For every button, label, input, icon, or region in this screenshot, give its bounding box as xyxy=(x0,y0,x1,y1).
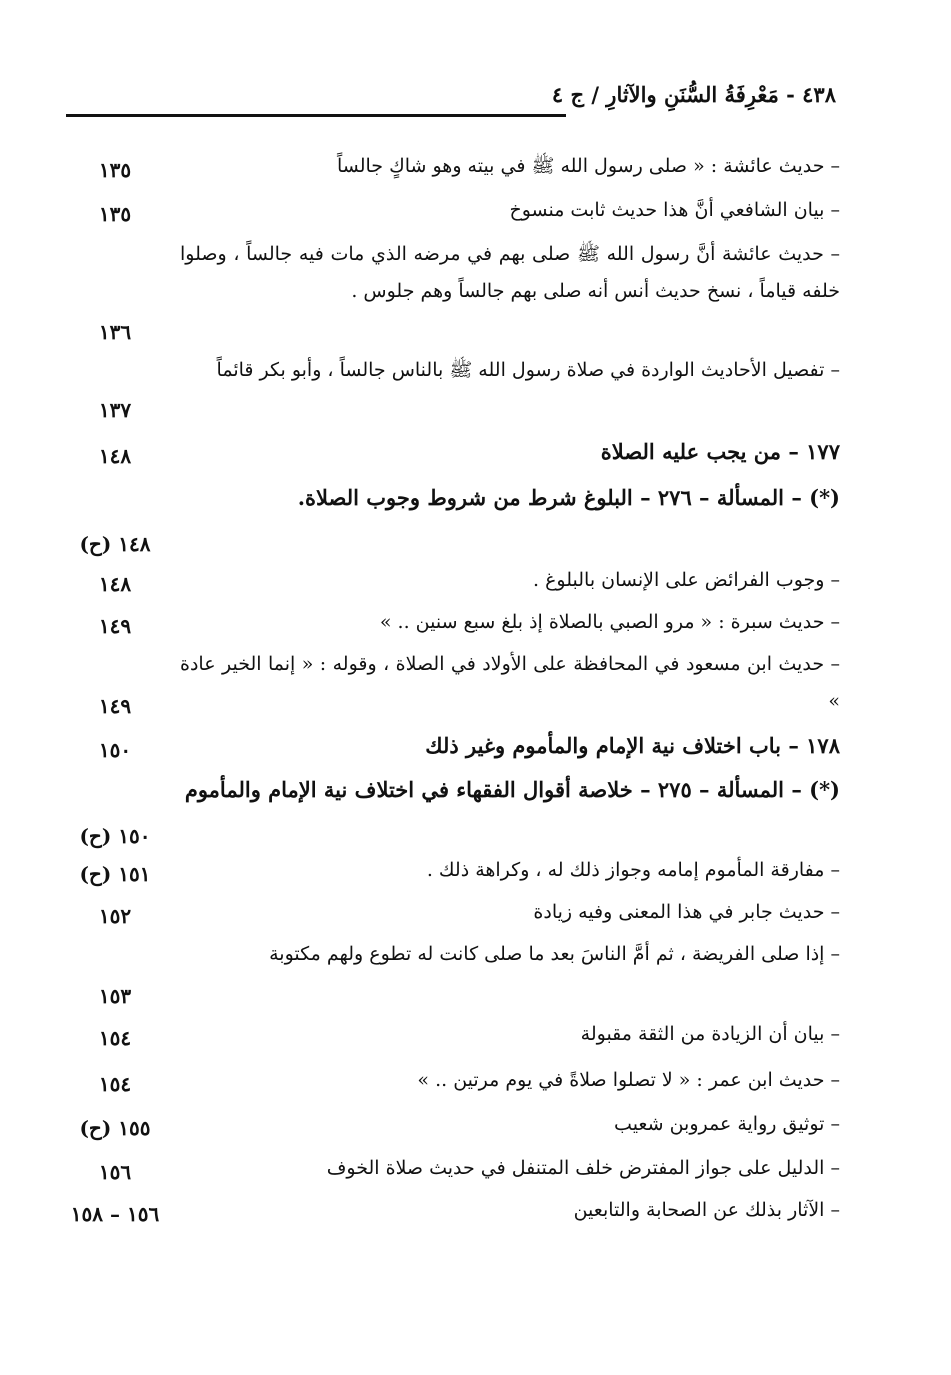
toc-entry xyxy=(60,236,840,350)
toc-entry xyxy=(60,352,840,428)
toc-entry xyxy=(60,562,840,602)
toc-issue-heading xyxy=(60,478,840,562)
toc-entry xyxy=(60,1192,840,1232)
page-number: ١٥٥ (ح) xyxy=(79,1116,151,1140)
entry-text: – الدليل على جواز المفترض خلف المتنفل في حديث صلاة الخوف xyxy=(326,1157,840,1179)
toc-entry xyxy=(60,192,840,232)
toc-entry xyxy=(60,148,840,188)
toc-entry xyxy=(60,604,840,644)
toc-chapter-heading xyxy=(60,432,840,474)
page-number: ١٣٥ xyxy=(98,202,132,226)
page-number: ١٤٩ xyxy=(98,614,132,638)
page-number: ١٤٨ xyxy=(98,572,132,596)
page-number: ١٣٧ xyxy=(98,398,132,422)
page-number: ١٥٠ xyxy=(98,738,132,762)
entry-text: (*) – المسألة – ٢٧٦ – البلوغ شرط من شروط وجوب الصلاة. xyxy=(297,485,840,510)
page-number: ١٣٥ xyxy=(98,158,132,182)
entry-text: – توثيق رواية عمروبن شعيب xyxy=(614,1113,840,1135)
entry-text: (*) – المسألة – ٢٧٥ – خلاصة أقوال الفقهاء في اختلاف نية الإمام والمأموم xyxy=(184,777,840,802)
toc-entry xyxy=(60,1062,840,1102)
toc-entry xyxy=(60,936,840,1014)
entry-text: – تفصيل الأحاديث الواردة في صلاة رسول الله ﷺ بالناس جالساً ، وأبو بكر قائماً xyxy=(216,359,840,381)
page-number: ١٤٩ xyxy=(98,694,132,718)
page-number: ١٣٦ xyxy=(98,320,132,344)
entry-text: ١٧٨ – باب اختلاف نية الإمام والمأموم وغير ذلك xyxy=(425,733,840,758)
page-title: ٤٣٨ - مَعْرِفَةُ السُّنَنِ والآثارِ / ج ٤ xyxy=(551,82,836,107)
page-number: ١٥٦ – ١٥٨ xyxy=(70,1202,160,1226)
page-number: ١٥٠ (ح) xyxy=(79,824,151,848)
page-header xyxy=(66,82,836,122)
entry-text: – حديث عائشة : « صلى رسول الله ﷺ في بيته وهو شاكٍ جالساً xyxy=(336,155,840,177)
toc-chapter-heading xyxy=(60,726,840,768)
entry-text: – إذا صلى الفريضة ، ثم أمَّ الناسَ بعد ما صلى كانت له تطوع ولهم مكتوبة xyxy=(269,943,840,965)
toc-entry xyxy=(60,894,840,934)
page-number: ١٥٤ xyxy=(98,1072,132,1096)
entry-text: – حديث عائشة أنَّ رسول الله ﷺ صلى بهم في مرضه الذي مات فيه جالساً ، وصلوا خلفه قياماً ، نسخ حديث أنس أنه صلى بهم جالساً وهم جلوس . xyxy=(180,243,840,302)
entry-text: – مفارقة المأموم إمامه وجواز ذلك له ، وكراهة ذلك . xyxy=(426,859,840,881)
toc-entry xyxy=(60,1016,840,1056)
entry-text: – وجوب الفرائض على الإنسان بالبلوغ . xyxy=(532,569,840,591)
entry-text: – حديث ابن عمر : « لا تصلوا صلاةً في يوم مرتين .. » xyxy=(417,1069,840,1091)
entry-text: – الآثار بذلك عن الصحابة والتابعين xyxy=(573,1199,840,1221)
entry-text: – حديث جابر في هذا المعنى وفيه زيادة xyxy=(533,901,840,923)
toc-entry xyxy=(60,1106,840,1146)
page-number: ١٥٤ xyxy=(98,1026,132,1050)
entry-text: – بيان الشافعي أنَّ هذا حديث ثابت منسوخ xyxy=(509,199,840,221)
entry-text: ١٧٧ – من يجب عليه الصلاة xyxy=(600,439,840,464)
toc-entry xyxy=(60,1150,840,1190)
page-number: ١٥٦ xyxy=(98,1160,132,1184)
entry-text: – حديث ابن مسعود في المحافظة على الأولاد في الصلاة ، وقوله : « إنما الخير عادة » xyxy=(180,653,840,712)
page-number: ١٥١ (ح) xyxy=(79,862,151,886)
page-number: ١٤٨ (ح) xyxy=(79,532,151,556)
toc-entry xyxy=(60,646,840,724)
page-number: ١٤٨ xyxy=(98,444,132,468)
toc-issue-heading xyxy=(60,770,840,854)
toc-entry xyxy=(60,852,840,892)
page-number: ١٥٣ xyxy=(98,984,132,1008)
entry-text: – حديث سبرة : « مرو الصبي بالصلاة إذ بلغ سبع سنين .. » xyxy=(379,611,840,633)
entry-text: – بيان أن الزيادة من الثقة مقبولة xyxy=(580,1023,840,1045)
page-number: ١٥٢ xyxy=(98,904,132,928)
header-rule xyxy=(66,114,566,117)
